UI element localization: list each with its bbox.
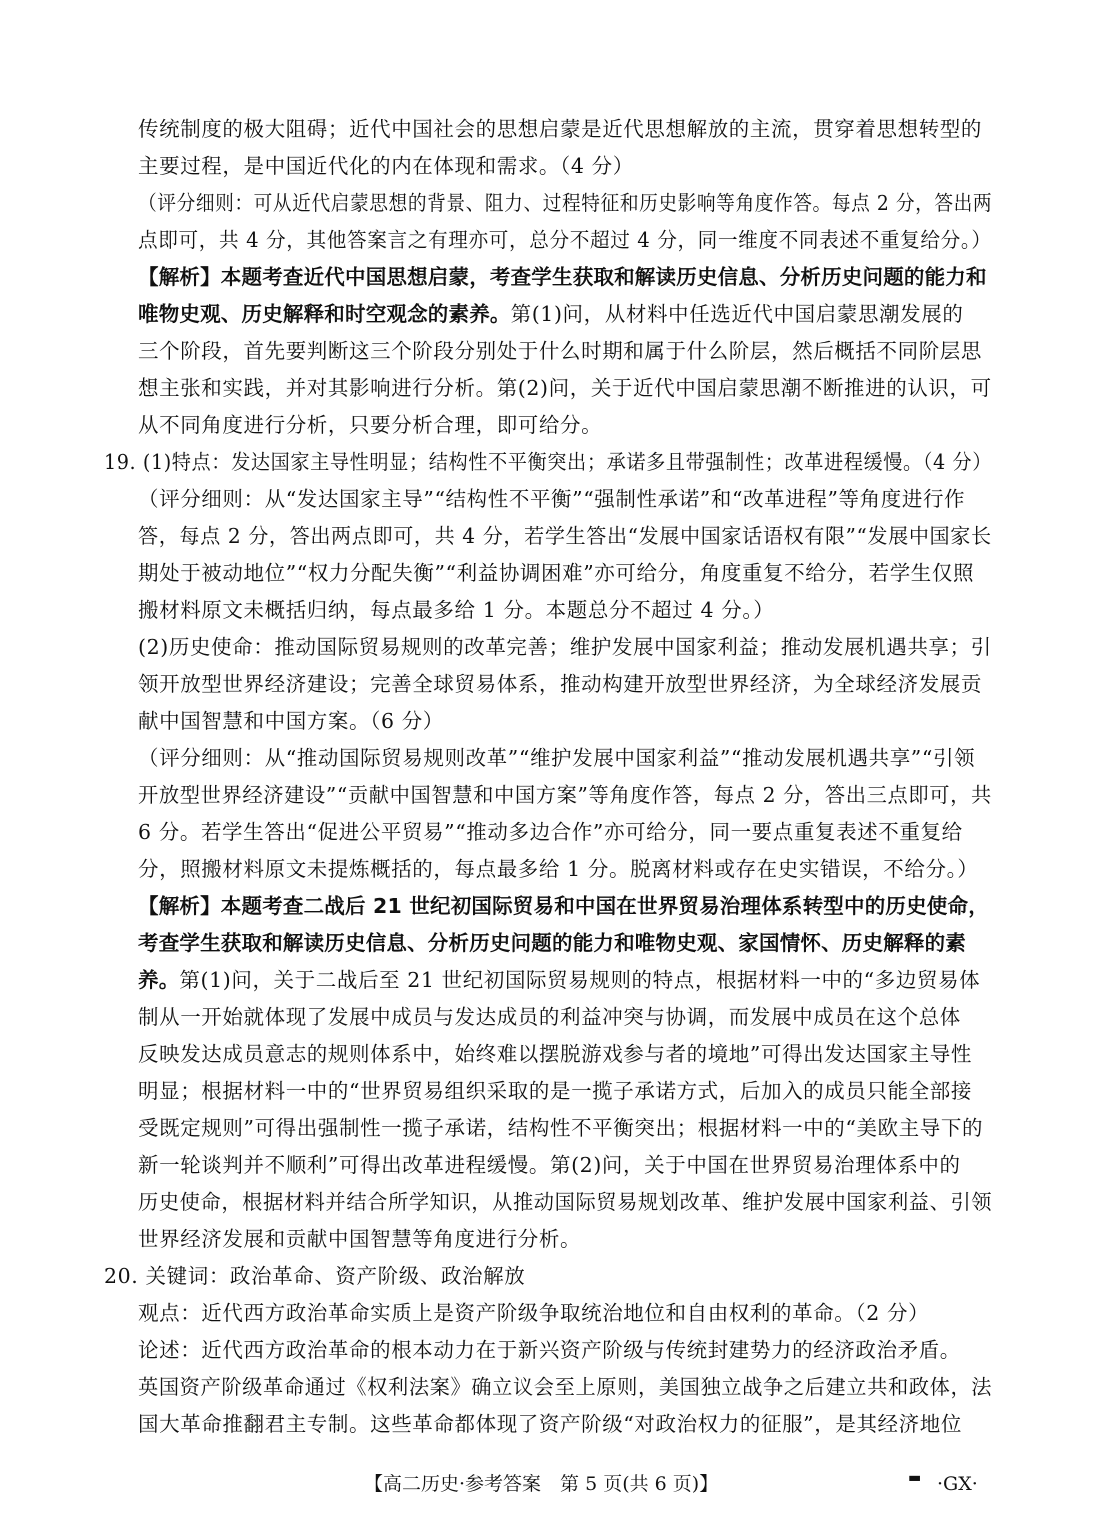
analysis-bold-text: 唯物史观、历史解释和时空观念的素养。 <box>138 302 511 326</box>
footer-mark: ▬ <box>908 1470 922 1486</box>
scoring-rule-line: 点即可，共 4 分，其他答案言之有理亦可，总分不超过 4 分，同一维度不同表述不重复给分。） <box>138 228 992 252</box>
question-19-answer: 19. (1)特点：发达国家主导性明显；结构性不平衡突出；承诺多且带强制性；改革进程缓慢。（4 分） <box>104 450 992 474</box>
scoring-rule-line: 开放型世界经济建设”“贡献中国智慧和中国方案”等角度作答，每点 2 分，答出三点即可，共 <box>138 783 992 807</box>
analysis-text: 第(1)问，关于二战后至 21 世纪初国际贸易规则的特点，根据材料一中的“多边贸易体 <box>179 968 981 992</box>
analysis-heading: 【解析】本题考查二战后 21 世纪初国际贸易和中国在世界贸易治理体系转型中的历史使命， <box>138 894 989 918</box>
scoring-rule-line: 分，照搬材料原文未提炼概括的，每点最多给 1 分。脱离材料或存在史实错误，不给分。） <box>138 857 979 881</box>
answer-line: 领开放型世界经济建设；完善全球贸易体系，推动构建开放型世界经济，为全球经济发展贡 <box>138 672 982 696</box>
analysis-line: 历史使命，根据材料并结合所学知识，从推动国际贸易规划改革、维护发展中国家利益、引领 <box>138 1190 993 1214</box>
analysis-line: 三个阶段，首先要判断这三个阶段分别处于什么时期和属于什么阶层，然后概括不同阶层思 <box>138 339 982 363</box>
analysis-line <box>138 965 980 995</box>
scoring-rule-line: 答，每点 2 分，答出两点即可，共 4 分，若学生答出“发展中国家话语权有限”“发展中国家长 <box>138 524 992 548</box>
scoring-rule-line: 6 分。若学生答出“促进公平贸易”“推动多边合作”亦可给分，同一要点重复表述不重复给 <box>138 820 963 844</box>
scoring-rule-line: （评分细则：从“发达国家主导”“结构性不平衡”“强制性承诺”和“改革进程”等角度进行作 <box>138 487 966 511</box>
question-20-answer: 20. 关键词：政治革命、资产阶级、政治解放 <box>104 1264 526 1288</box>
footer-region-code: ·GX· <box>937 1473 978 1495</box>
analysis-line: 新一轮谈判并不顺利”可得出改革进程缓慢。第(2)问，关于中国在世界贸易治理体系中的 <box>138 1153 961 1177</box>
analysis-line <box>138 299 963 329</box>
scoring-rule-line: （评分细则：可从近代启蒙思想的背景、阻力、过程特征和历史影响等角度作答。每点 2 分，答出两 <box>138 191 993 215</box>
analysis-bold-text: 养。 <box>138 968 180 992</box>
analysis-line: 明显；根据材料一中的“世界贸易组织采取的是一揽子承诺方式，后加入的成员只能全部接 <box>138 1079 972 1103</box>
answer-line: 献中国智慧和中国方案。（6 分） <box>138 709 444 733</box>
analysis-line: 受既定规则”可得出强制性一揽子承诺，结构性不平衡突出；根据材料一中的“美欧主导下的 <box>138 1116 984 1140</box>
answer-line: 国大革命推翻君主专制。这些革命都体现了资产阶级“对政治权力的征服”，是其经济地位 <box>138 1412 962 1436</box>
analysis-line: 制从一开始就体现了发展中成员与发达成员的利益冲突与协调，而发展中成员在这个总体 <box>138 1005 961 1029</box>
answer-line: 观点：近代西方政治革命实质上是资产阶级争取统治地位和自由权利的革命。（2 分） <box>138 1301 930 1325</box>
analysis-line: 反映发达成员意志的规则体系中，始终难以摆脱游戏参与者的境地”可得出发达国家主导性 <box>138 1042 972 1066</box>
answer-line: 论述：近代西方政治革命的根本动力在于新兴资产阶级与传统封建势力的经济政治矛盾。 <box>138 1338 961 1362</box>
text-line: 主要过程，是中国近代化的内在体现和需求。（4 分） <box>138 154 634 178</box>
scoring-rule-line: 搬材料原文未概括归纳，每点最多给 1 分。本题总分不超过 4 分。） <box>138 598 775 622</box>
answer-line: (2)历史使命：推动国际贸易规则的改革完善；维护发展中国家利益；推动发展机遇共享；引 <box>138 635 992 659</box>
analysis-line: 想主张和实践，并对其影响进行分析。第(2)问，关于近代中国启蒙思潮不断推进的认识，可 <box>138 376 992 400</box>
analysis-heading: 考查学生获取和解读历史信息、分析历史问题的能力和唯物史观、家国情怀、历史解释的素 <box>138 931 966 955</box>
answer-line: 英国资产阶级革命通过《权利法案》确立议会至上原则，美国独立战争之后建立共和政体，法 <box>138 1375 993 1399</box>
analysis-line: 世界经济发展和贡献中国智慧等角度进行分析。 <box>138 1227 582 1251</box>
analysis-line: 从不同角度进行分析，只要分析合理，即可给分。 <box>138 413 603 437</box>
footer-page-info: 【高二历史·参考答案 第 5 页(共 6 页)】 <box>364 1473 719 1495</box>
analysis-heading: 【解析】本题考查近代中国思想启蒙，考查学生获取和解读历史信息、分析历史问题的能力和 <box>138 265 987 289</box>
text-line: 传统制度的极大阻碍；近代中国社会的思想启蒙是近代思想解放的主流，贯穿着思想转型的 <box>138 117 982 141</box>
analysis-text: 第(1)问，从材料中任选近代中国启蒙思潮发展的 <box>510 302 964 326</box>
scoring-rule-line: 期处于被动地位”“权力分配失衡”“利益协调困难”亦可给分，角度重复不给分，若学生仅照 <box>138 561 975 585</box>
scoring-rule-line: （评分细则：从“推动国际贸易规则改革”“维护发展中国家利益”“推动发展机遇共享”“引领 <box>138 746 976 770</box>
